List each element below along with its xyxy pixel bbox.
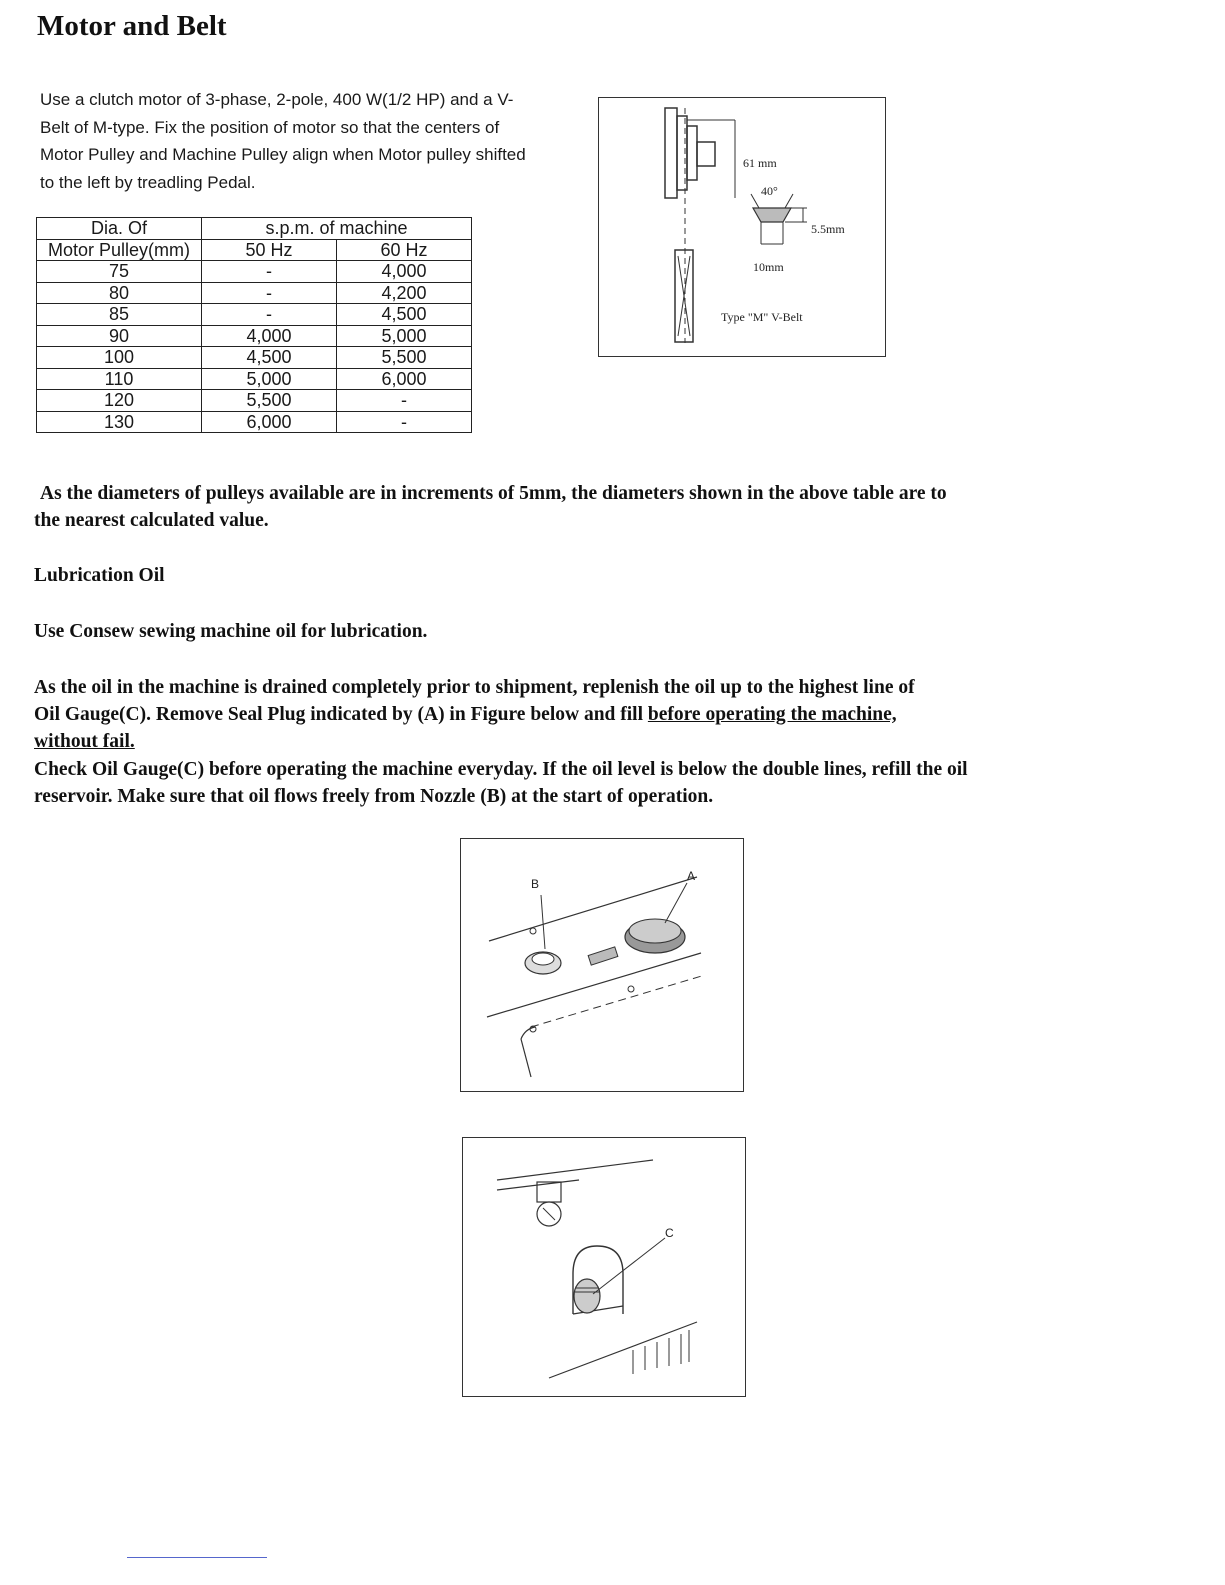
cell-50hz: - — [202, 282, 337, 304]
v-belt-figure — [598, 97, 886, 357]
drain-line1: As the oil in the machine is drained completely prior to shipment, replenish the oil up to the highest line of — [34, 677, 915, 698]
header-50hz: 50 Hz — [202, 239, 337, 261]
use-oil-text: Use Consew sewing machine oil for lubrication. — [34, 621, 428, 642]
cell-dia: 90 — [37, 325, 202, 347]
drain-line2-underlined: before operating the machine, — [647, 704, 897, 725]
table-row — [37, 347, 472, 369]
cell-dia: 85 — [37, 304, 202, 326]
pulley-note-line2: the nearest calculated value. — [34, 510, 269, 531]
cell-dia: 75 — [37, 261, 202, 283]
dim-angle: 40° — [761, 184, 778, 198]
cell-60hz: 6,000 — [337, 368, 472, 390]
cell-60hz: 5,000 — [337, 325, 472, 347]
seal-plug-drawing — [461, 839, 745, 1093]
lubrication-heading: Lubrication Oil — [34, 565, 165, 586]
cell-60hz: 4,000 — [337, 261, 472, 283]
intro-line: to the left by treadling Pedal. — [40, 172, 256, 192]
intro-line: Use a clutch motor of 3-phase, 2-pole, 400 W(1/2 HP) and a V- — [40, 90, 514, 109]
footer-divider — [127, 1557, 267, 1558]
cell-50hz: - — [202, 261, 337, 283]
drain-line3: without fail. — [34, 731, 135, 752]
cell-50hz: 4,500 — [202, 347, 337, 369]
table-row — [37, 304, 472, 326]
table-row — [37, 261, 472, 283]
header-dia-line2: Motor Pulley(mm) — [37, 239, 202, 261]
oil-gauge-drawing — [463, 1138, 747, 1398]
header-60hz: 60 Hz — [337, 239, 472, 261]
cell-60hz: - — [337, 390, 472, 412]
dim-width: 10mm — [753, 260, 784, 274]
header-dia-line1: Dia. Of — [37, 218, 202, 240]
label-c: C — [665, 1226, 674, 1240]
table-row — [37, 325, 472, 347]
table-row — [37, 282, 472, 304]
cell-dia: 110 — [37, 368, 202, 390]
dim-61mm: 61 mm — [743, 156, 777, 170]
label-b: B — [531, 877, 540, 891]
table-row — [37, 368, 472, 390]
cell-60hz: - — [337, 411, 472, 433]
belt-caption: Type "M" V-Belt — [721, 310, 803, 324]
table-header-row — [37, 239, 472, 261]
table-header-row — [37, 218, 472, 240]
table-row — [37, 390, 472, 412]
cell-50hz: 5,500 — [202, 390, 337, 412]
cell-dia: 100 — [37, 347, 202, 369]
cell-60hz: 4,200 — [337, 282, 472, 304]
page-title: Motor and Belt — [37, 10, 227, 42]
pulley-speed-table — [36, 217, 472, 433]
cell-50hz: 5,000 — [202, 368, 337, 390]
cell-dia: 130 — [37, 411, 202, 433]
label-a: A — [687, 869, 696, 883]
intro-line: Motor Pulley and Machine Pulley align when Motor pulley shifted — [40, 145, 526, 164]
cell-60hz: 5,500 — [337, 347, 472, 369]
seal-plug-figure — [460, 838, 744, 1092]
cell-50hz: - — [202, 304, 337, 326]
oil-gauge-figure — [462, 1137, 746, 1397]
drain-line2-start: Oil Gauge(C). Remove Seal Plug indicated by (A) in Figure below and fill — [34, 704, 648, 725]
dim-depth: 5.5mm — [811, 222, 845, 236]
intro-text — [40, 86, 600, 196]
pulley-note-line1: As the diameters of pulleys available are in increments of 5mm, the diameters shown in the above table are to — [40, 483, 947, 504]
cell-50hz: 6,000 — [202, 411, 337, 433]
cell-60hz: 4,500 — [337, 304, 472, 326]
drain-line2 — [34, 701, 897, 728]
intro-line: Belt of M-type. Fix the position of motor so that the centers of — [40, 117, 500, 137]
check-line1: Check Oil Gauge(C) before operating the machine everyday. If the oil level is below the double lines, refill the oil — [34, 759, 968, 780]
cell-50hz: 4,000 — [202, 325, 337, 347]
cell-dia: 80 — [37, 282, 202, 304]
table-row — [37, 411, 472, 433]
check-line2: reservoir. Make sure that oil flows freely from Nozzle (B) at the start of operation. — [34, 786, 714, 807]
cell-dia: 120 — [37, 390, 202, 412]
header-spm: s.p.m. of machine — [202, 218, 472, 240]
